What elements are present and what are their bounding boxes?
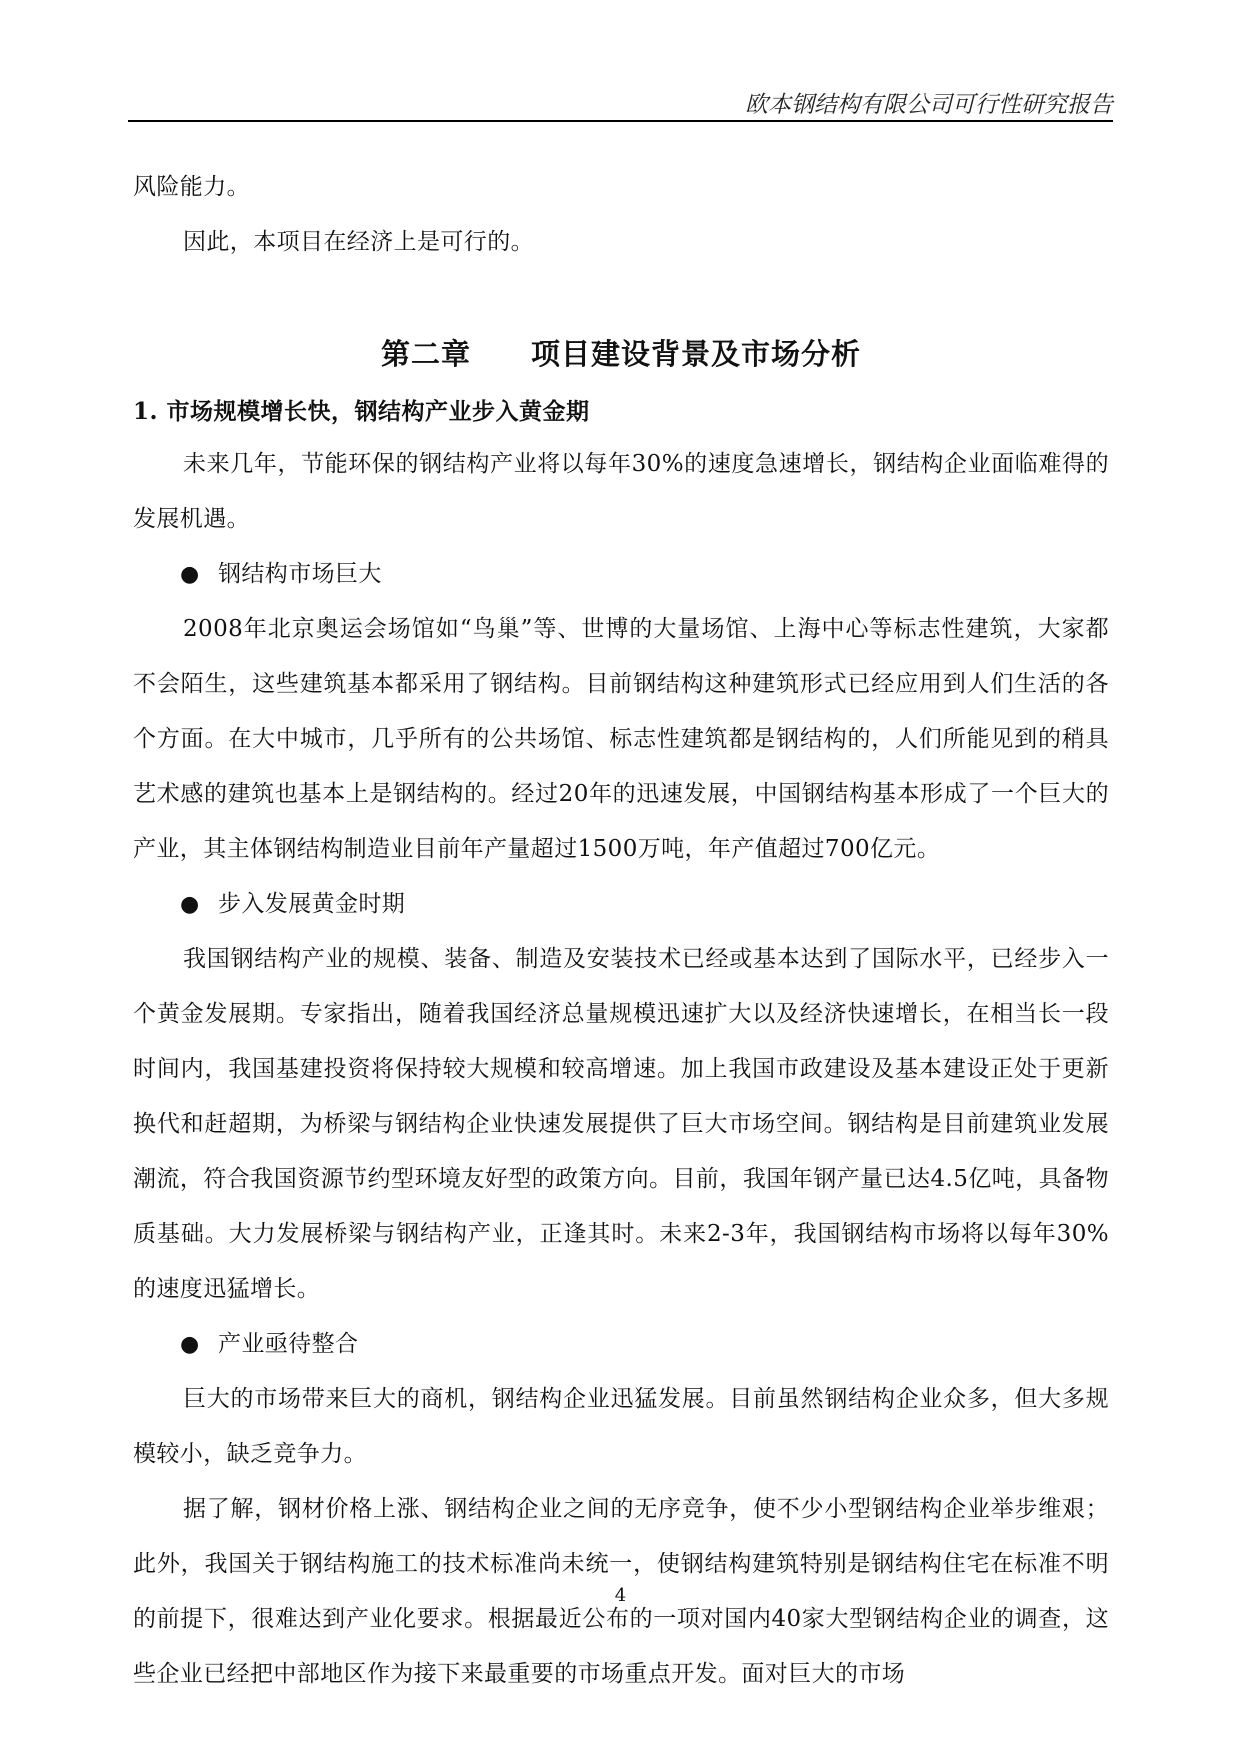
bullet-dot-icon: ●	[180, 562, 200, 587]
section-heading: 1. 市场规模增长快，钢结构产业步入黄金期	[133, 398, 590, 425]
chapter-title: 第二章 项目建设背景及市场分析	[380, 337, 861, 371]
spacer	[133, 270, 1109, 321]
page-header: 欧本钢结构有限公司可行性研究报告	[745, 92, 1113, 118]
paragraph: 因此，本项目在经济上是可行的。	[183, 229, 534, 255]
page-number: 4	[614, 1585, 627, 1606]
document-body	[133, 160, 1109, 1702]
bullet-item	[133, 877, 1109, 932]
header-divider	[128, 120, 1113, 122]
bullet-item	[133, 1317, 1109, 1372]
bullet-dot-icon: ●	[180, 1332, 200, 1357]
paragraph: 2008年北京奥运会场馆如“鸟巢”等、世博的大量场馆、上海中心等标志性建筑，大家都不会陌生，这些建筑基本都采用了钢结构。目前钢结构这种建筑形式已经应用到人们生活的各个方面。在大中城市，几乎所有的公共场馆、标志性建筑都是钢结构的，人们所能见到的稍具艺术感的建筑也基本上是钢结构的。经过20年的迅速发展，中国钢结构基本形成了一个巨大的产业，其主体钢结构制造业目前年产量超过1500万吨，年产值超过700亿元。	[133, 616, 1109, 862]
bullet-label: 钢结构市场巨大	[218, 561, 382, 587]
bullet-label: 产业亟待整合	[218, 1331, 359, 1357]
bullet-item	[133, 547, 1109, 602]
paragraph: 我国钢结构产业的规模、装备、制造及安装技术已经或基本达到了国际水平，已经步入一个黄金发展期。专家指出，随着我国经济总量规模迅速扩大以及经济快速增长，在相当长一段时间内，我国基建投资将保持较大规模和较高增速。加上我国市政建设及基本建设正处于更新换代和赶超期，为桥梁与钢结构企业快速发展提供了巨大市场空间。钢结构是目前建筑业发展潮流，符合我国资源节约型环境友好型的政策方向。目前，我国年钢产量已达4.5亿吨，具备物质基础。大力发展桥梁与钢结构产业，正逢其时。未来2-3年，我国钢结构市场将以每年30%的速度迅猛增长。	[133, 946, 1109, 1302]
paragraph: 巨大的市场带来巨大的商机，钢结构企业迅猛发展。目前虽然钢结构企业众多，但大多规模较小，缺乏竞争力。	[133, 1386, 1109, 1467]
bullet-dot-icon: ●	[180, 892, 200, 917]
paragraph: 风险能力。	[133, 174, 250, 200]
paragraph: 据了解，钢材价格上涨、钢结构企业之间的无序竞争，使不少小型钢结构企业举步维艰；此外，我国关于钢结构施工的技术标准尚未统一，使钢结构建筑特别是钢结构住宅在标准不明的前提下，很难达到产业化要求。根据最近公布的一项对国内40家大型钢结构企业的调查，这些企业已经把中部地区作为接下来最重要的市场重点开发。面对巨大的市场	[133, 1496, 1109, 1687]
bullet-label: 步入发展黄金时期	[218, 891, 406, 917]
paragraph: 未来几年，节能环保的钢结构产业将以每年30%的速度急速增长，钢结构企业面临难得的发展机遇。	[133, 451, 1109, 532]
